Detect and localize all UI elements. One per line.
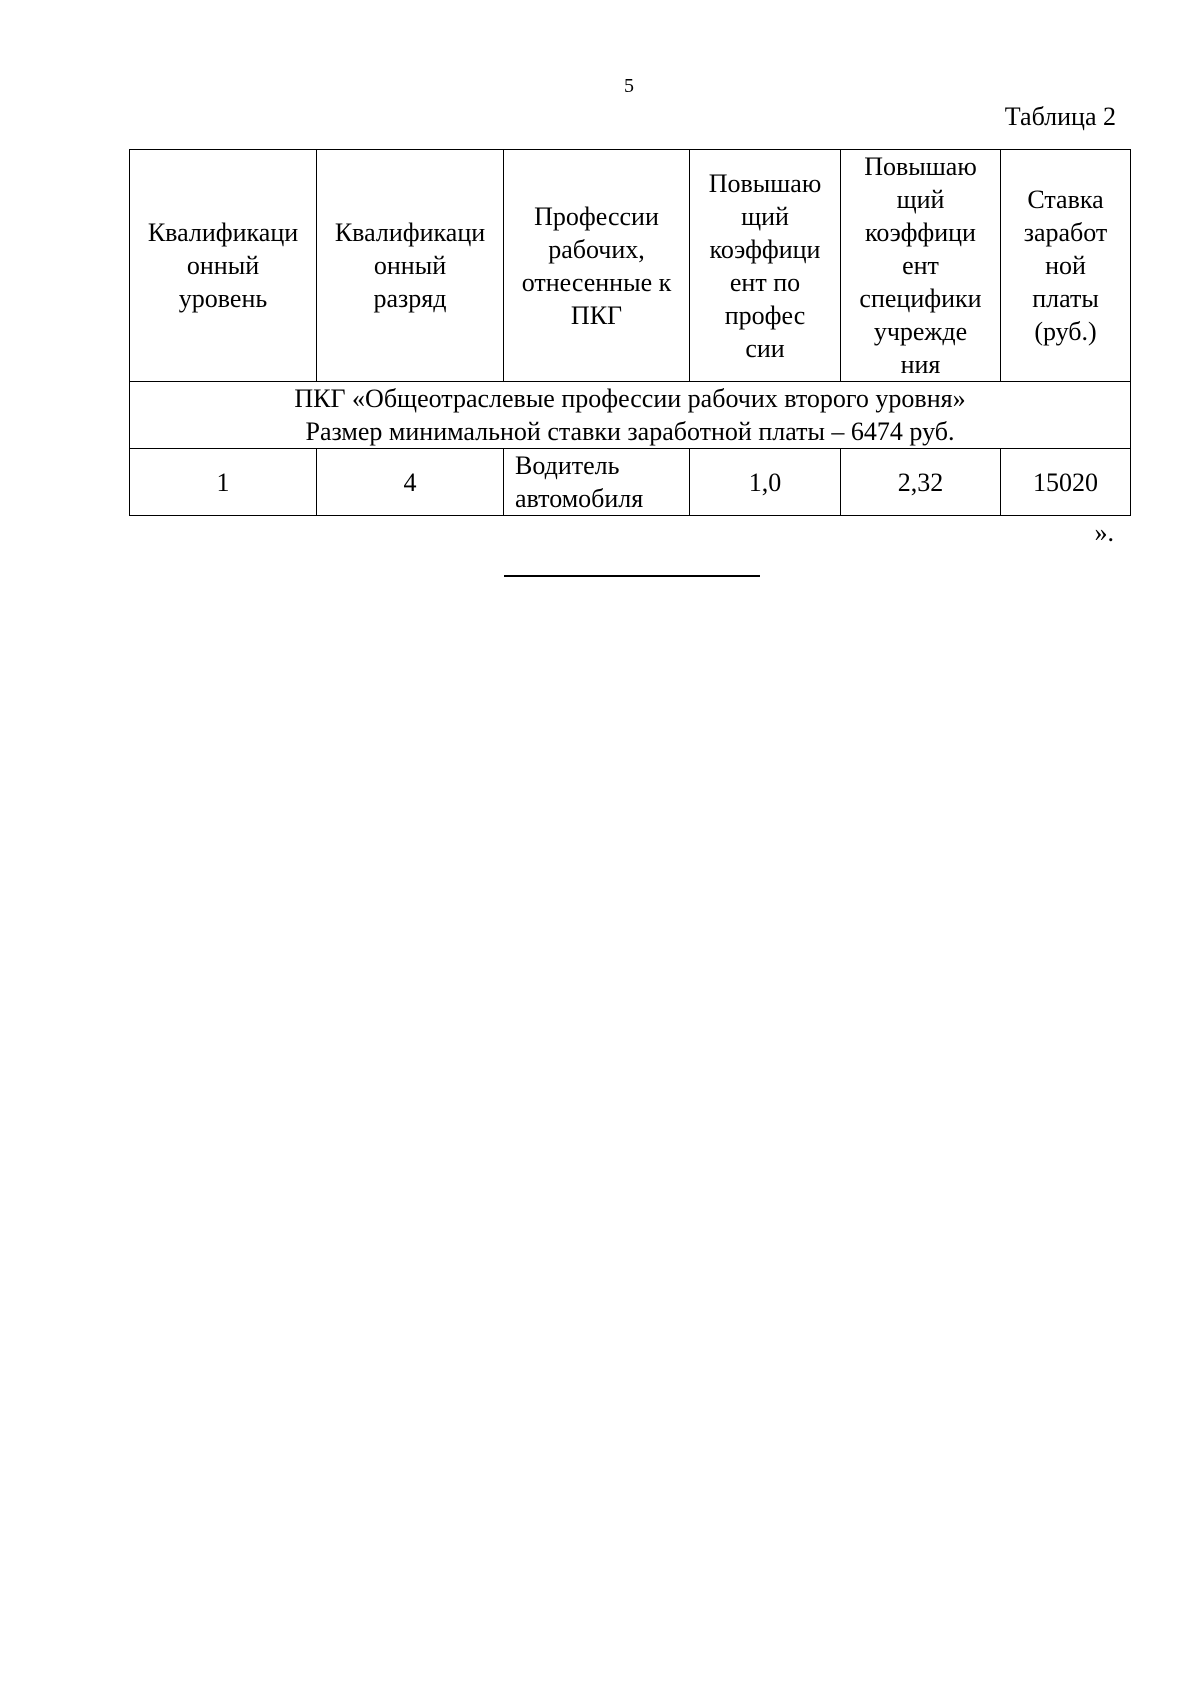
- header-cell-institution-coefficient: [841, 150, 1001, 382]
- header-text: ния: [900, 350, 941, 379]
- cell-level: 1: [130, 449, 317, 516]
- group-cell: [130, 382, 1131, 449]
- header-text: (руб.): [1034, 317, 1097, 346]
- header-text: онный: [186, 251, 260, 280]
- salary-table: [129, 149, 1131, 516]
- header-text: рабочих,: [548, 234, 645, 264]
- header-cell-qualification-grade: [317, 150, 504, 382]
- header-text: платы: [1032, 284, 1099, 313]
- header-text: сии: [745, 333, 785, 363]
- header-row: [130, 150, 1131, 382]
- cell-rate: 15020: [1001, 449, 1131, 516]
- header-text: Повышаю: [708, 168, 822, 198]
- header-text: Повышаю: [864, 152, 977, 181]
- header-text: Квалификаци: [334, 218, 486, 247]
- cell-institution-coef: 2,32: [841, 449, 1001, 516]
- end-rule: [504, 575, 760, 577]
- profession-text: автомобиля: [515, 484, 644, 513]
- header-cell-professions: [504, 150, 690, 382]
- header-text: ной: [1045, 251, 1086, 280]
- header-cell-salary-rate: [1001, 150, 1131, 382]
- header-text: онный: [373, 251, 447, 280]
- group-title: ПКГ «Общеотраслевые профессии рабочих второго уровня»: [294, 384, 966, 413]
- header-text: ПКГ: [570, 300, 623, 330]
- header-text: отнесенные к: [521, 267, 672, 297]
- header-text: коэффици: [709, 234, 821, 264]
- header-text: разряд: [373, 284, 447, 313]
- page-number: 5: [624, 75, 634, 97]
- table-caption: Таблица 2: [1004, 102, 1116, 131]
- header-text: Ставка: [1027, 185, 1104, 214]
- header-text: Профессии: [534, 201, 659, 231]
- header-text: щий: [896, 185, 945, 214]
- header-text: профес: [724, 300, 806, 330]
- header-cell-profession-coefficient: [690, 150, 841, 382]
- header-text: коэффици: [865, 218, 976, 247]
- group-min-rate: Размер минимальной ставки заработной платы – 6474 руб.: [305, 417, 955, 446]
- group-row: [130, 382, 1131, 449]
- header-text: заработ: [1023, 218, 1108, 247]
- header-text: Квалификаци: [147, 218, 299, 247]
- closing-quote: ».: [1094, 518, 1114, 547]
- header-text: уровень: [178, 284, 268, 313]
- table-row: [130, 449, 1131, 516]
- profession-text: Водитель: [515, 451, 620, 480]
- header-text: ент по: [729, 267, 801, 297]
- header-text: ент: [902, 251, 939, 280]
- header-text: специфики: [859, 284, 982, 313]
- cell-grade: 4: [317, 449, 504, 516]
- header-text: учрежде: [873, 317, 968, 346]
- cell-profession-coef: 1,0: [690, 449, 841, 516]
- cell-profession: [504, 449, 690, 516]
- header-text: щий: [741, 201, 789, 231]
- header-cell-qualification-level: [130, 150, 317, 382]
